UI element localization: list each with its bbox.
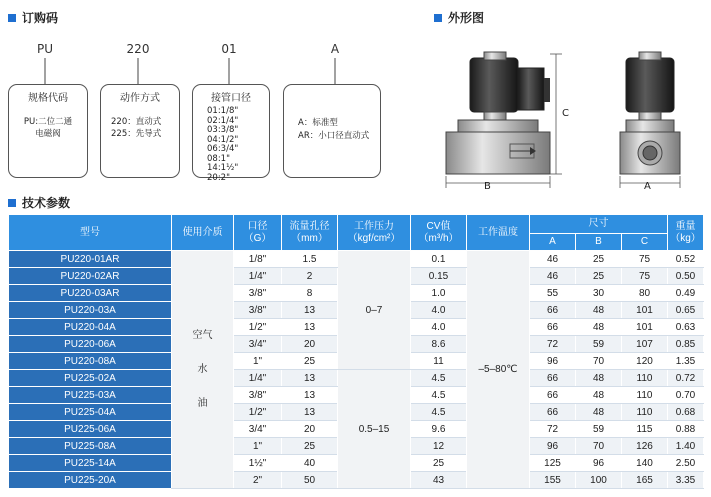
orifice-cell: 8 — [282, 285, 338, 302]
size-a-cell: 96 — [530, 353, 576, 370]
orifice-cell: 13 — [282, 387, 338, 404]
cv-cell: 11 — [411, 353, 467, 370]
size-a-cell: 46 — [530, 251, 576, 268]
code-box-port-line: 20:2" — [207, 172, 230, 183]
code-box-spec — [8, 84, 88, 178]
orifice-cell: 25 — [282, 438, 338, 455]
tech-params-title — [8, 194, 70, 211]
port-cell: 1/4" — [234, 370, 282, 387]
cv-cell: 25 — [411, 455, 467, 472]
port-cell: 1" — [234, 353, 282, 370]
cv-cell: 4.5 — [411, 387, 467, 404]
header-pressure — [338, 215, 411, 251]
orifice-cell: 2 — [282, 268, 338, 285]
size-a-cell: 66 — [530, 404, 576, 421]
orifice-cell: 13 — [282, 302, 338, 319]
code-box-action-line: 225：先导式 — [111, 128, 162, 139]
dim-label-c: C — [562, 108, 569, 119]
dim-label-a: A — [644, 181, 651, 192]
code-box-port-line: 08:1" — [207, 153, 230, 164]
outline-title-text: 外形图 — [448, 11, 485, 25]
size-a-cell: 46 — [530, 268, 576, 285]
port-cell: 1/2" — [234, 404, 282, 421]
code-letter-01: 01 — [221, 42, 237, 56]
model-cell: PU225-04A — [9, 404, 172, 421]
port-cell: 1/4" — [234, 268, 282, 285]
port-cell: 1½" — [234, 455, 282, 472]
header-model: 型号 — [9, 215, 172, 251]
size-c-cell: 140 — [622, 455, 668, 472]
weight-cell: 3.35 — [668, 472, 704, 489]
weight-cell: 0.72 — [668, 370, 704, 387]
size-a-cell: 96 — [530, 438, 576, 455]
model-cell: PU220-03A — [9, 302, 172, 319]
size-a-cell: 66 — [530, 319, 576, 336]
code-box-port-line: 03:3/8" — [207, 125, 239, 135]
model-cell: PU220-02AR — [9, 268, 172, 285]
table-row — [9, 370, 704, 387]
size-b-cell: 30 — [576, 285, 622, 302]
size-a-cell: 155 — [530, 472, 576, 489]
size-c-cell: 120 — [622, 353, 668, 370]
header-orifice-label: 流量孔径 — [289, 220, 330, 232]
size-b-cell: 48 — [576, 302, 622, 319]
size-b-cell: 48 — [576, 319, 622, 336]
size-c-cell: 126 — [622, 438, 668, 455]
size-c-cell: 80 — [622, 285, 668, 302]
size-c-cell: 110 — [622, 404, 668, 421]
code-box-port-line: 02:1/4" — [207, 115, 239, 126]
header-cv-unit: （m³/h） — [418, 232, 459, 244]
table-row — [9, 251, 704, 268]
orifice-cell: 20 — [282, 336, 338, 353]
port-cell: 3/8" — [234, 285, 282, 302]
size-c-cell: 107 — [622, 336, 668, 353]
section-square-icon — [434, 14, 442, 22]
cv-cell: 4.0 — [411, 319, 467, 336]
cv-cell: 9.6 — [411, 421, 467, 438]
size-a-cell: 66 — [530, 387, 576, 404]
header-port-label: 口径 — [247, 220, 268, 232]
header-port — [234, 215, 282, 251]
order-code-title-text: 订购码 — [22, 11, 59, 25]
size-c-cell: 101 — [622, 302, 668, 319]
size-c-cell: 110 — [622, 387, 668, 404]
model-cell: PU225-06A — [9, 421, 172, 438]
size-b-cell: 59 — [576, 336, 622, 353]
code-box-port — [192, 84, 270, 183]
header-size-a: A — [530, 234, 576, 251]
header-temp: 工作温度 — [467, 215, 530, 251]
code-box-action-heading: 动作方式 — [120, 93, 160, 104]
code-box-spec-line: 电磁阀 — [35, 128, 61, 139]
code-box-action — [100, 84, 180, 178]
code-box-port-line: 06:3/4" — [207, 144, 239, 154]
weight-cell: 1.35 — [668, 353, 704, 370]
size-a-cell: 66 — [530, 370, 576, 387]
model-cell: PU225-03A — [9, 387, 172, 404]
weight-cell: 0.49 — [668, 285, 704, 302]
port-cell: 1/8" — [234, 251, 282, 268]
size-b-cell: 96 — [576, 455, 622, 472]
model-cell: PU225-20A — [9, 472, 172, 489]
model-cell: PU220-08A — [9, 353, 172, 370]
weight-cell: 0.65 — [668, 302, 704, 319]
code-box-port-line: 04:1/2" — [207, 134, 239, 145]
media-value: 油 — [197, 397, 208, 409]
header-cv-label: CV值 — [426, 220, 451, 232]
cv-cell: 0.15 — [411, 268, 467, 285]
size-c-cell: 101 — [622, 319, 668, 336]
size-b-cell: 48 — [576, 387, 622, 404]
code-box-port-line: 01:1/8" — [207, 106, 239, 116]
header-weight-label: 重量 — [675, 220, 696, 232]
cv-cell: 12 — [411, 438, 467, 455]
weight-cell: 2.50 — [668, 455, 704, 472]
orifice-cell: 40 — [282, 455, 338, 472]
orifice-cell: 13 — [282, 404, 338, 421]
header-size: 尺寸 — [530, 215, 668, 234]
size-b-cell: 70 — [576, 438, 622, 455]
model-cell: PU225-08A — [9, 438, 172, 455]
header-weight — [668, 215, 704, 251]
cv-cell: 0.1 — [411, 251, 467, 268]
code-box-type-line: A：标准型 — [298, 118, 338, 128]
code-box-port-heading: 接管口径 — [211, 93, 251, 104]
model-cell: PU220-06A — [9, 336, 172, 353]
pressure-cell: 0.5–15 — [338, 370, 411, 489]
header-size-c: C — [622, 234, 668, 251]
orifice-cell: 13 — [282, 319, 338, 336]
cv-cell: 4.5 — [411, 404, 467, 421]
weight-cell: 0.85 — [668, 336, 704, 353]
size-c-cell: 75 — [622, 251, 668, 268]
code-letter-pu: PU — [36, 42, 54, 56]
orifice-cell: 50 — [282, 472, 338, 489]
port-cell: 1" — [234, 438, 282, 455]
size-b-cell: 59 — [576, 421, 622, 438]
port-cell: 3/8" — [234, 302, 282, 319]
valve-side-view-drawing — [612, 48, 692, 194]
tech-params-title-text: 技术参数 — [22, 196, 71, 210]
section-square-icon — [8, 199, 16, 207]
size-c-cell: 115 — [622, 421, 668, 438]
port-cell: 3/4" — [234, 336, 282, 353]
header-orifice — [282, 215, 338, 251]
code-box-port-line: 14:1½" — [207, 163, 239, 173]
size-b-cell: 48 — [576, 370, 622, 387]
header-pressure-label: 工作压力 — [354, 220, 394, 232]
media-cell — [172, 251, 234, 489]
header-weight-unit: （kg） — [670, 232, 701, 244]
code-box-spec-line: PU:二位二通 — [23, 117, 73, 127]
model-cell: PU225-02A — [9, 370, 172, 387]
port-cell: 2" — [234, 472, 282, 489]
model-cell: PU225-14A — [9, 455, 172, 472]
size-b-cell: 25 — [576, 268, 622, 285]
size-b-cell: 25 — [576, 251, 622, 268]
model-cell: PU220-04A — [9, 319, 172, 336]
size-b-cell: 48 — [576, 404, 622, 421]
size-b-cell: 100 — [576, 472, 622, 489]
size-c-cell: 110 — [622, 370, 668, 387]
size-c-cell: 165 — [622, 472, 668, 489]
size-a-cell: 66 — [530, 302, 576, 319]
media-value: 空气 — [192, 329, 213, 341]
code-box-spec-heading: 规格代码 — [28, 93, 68, 104]
orifice-cell: 25 — [282, 353, 338, 370]
outline-title — [434, 9, 484, 26]
size-c-cell: 75 — [622, 268, 668, 285]
orifice-cell: 20 — [282, 421, 338, 438]
header-size-b: B — [576, 234, 622, 251]
weight-cell: 1.40 — [668, 438, 704, 455]
port-cell: 3/4" — [234, 421, 282, 438]
cv-cell: 4.5 — [411, 370, 467, 387]
header-cv — [411, 215, 467, 251]
orifice-cell: 1.5 — [282, 251, 338, 268]
weight-cell: 0.88 — [668, 421, 704, 438]
code-letter-a: A — [330, 42, 340, 56]
size-a-cell: 72 — [530, 421, 576, 438]
weight-cell: 0.70 — [668, 387, 704, 404]
spec-table — [8, 214, 704, 489]
weight-cell: 0.52 — [668, 251, 704, 268]
cv-cell: 43 — [411, 472, 467, 489]
valve-front-view-drawing — [440, 48, 580, 194]
pressure-cell: 0–7 — [338, 251, 411, 370]
temp-cell: –5–80℃ — [467, 251, 530, 489]
size-b-cell: 70 — [576, 353, 622, 370]
spec-table-body — [9, 251, 704, 489]
header-media: 使用介质 — [172, 215, 234, 251]
header-pressure-unit: （kgf/cm²） — [347, 232, 401, 244]
model-cell: PU220-01AR — [9, 251, 172, 268]
port-cell: 1/2" — [234, 319, 282, 336]
weight-cell: 0.68 — [668, 404, 704, 421]
weight-cell: 0.63 — [668, 319, 704, 336]
size-a-cell: 125 — [530, 455, 576, 472]
header-orifice-unit: （mm） — [291, 232, 328, 244]
code-box-type-line: AR：小口径直动式 — [298, 130, 370, 141]
header-port-unit: （G） — [243, 232, 272, 244]
code-letter-220: 220 — [126, 42, 150, 56]
model-cell: PU220-03AR — [9, 285, 172, 302]
dim-label-b: B — [484, 181, 491, 192]
weight-cell: 0.50 — [668, 268, 704, 285]
code-connector-lines — [0, 0, 400, 90]
cv-cell: 4.0 — [411, 302, 467, 319]
cv-cell: 8.6 — [411, 336, 467, 353]
cv-cell: 1.0 — [411, 285, 467, 302]
size-a-cell: 55 — [530, 285, 576, 302]
port-cell: 3/8" — [234, 387, 282, 404]
orifice-cell: 13 — [282, 370, 338, 387]
size-a-cell: 72 — [530, 336, 576, 353]
code-box-type — [283, 84, 381, 178]
code-box-action-line: 220：直动式 — [111, 117, 162, 127]
media-value: 水 — [197, 363, 208, 375]
